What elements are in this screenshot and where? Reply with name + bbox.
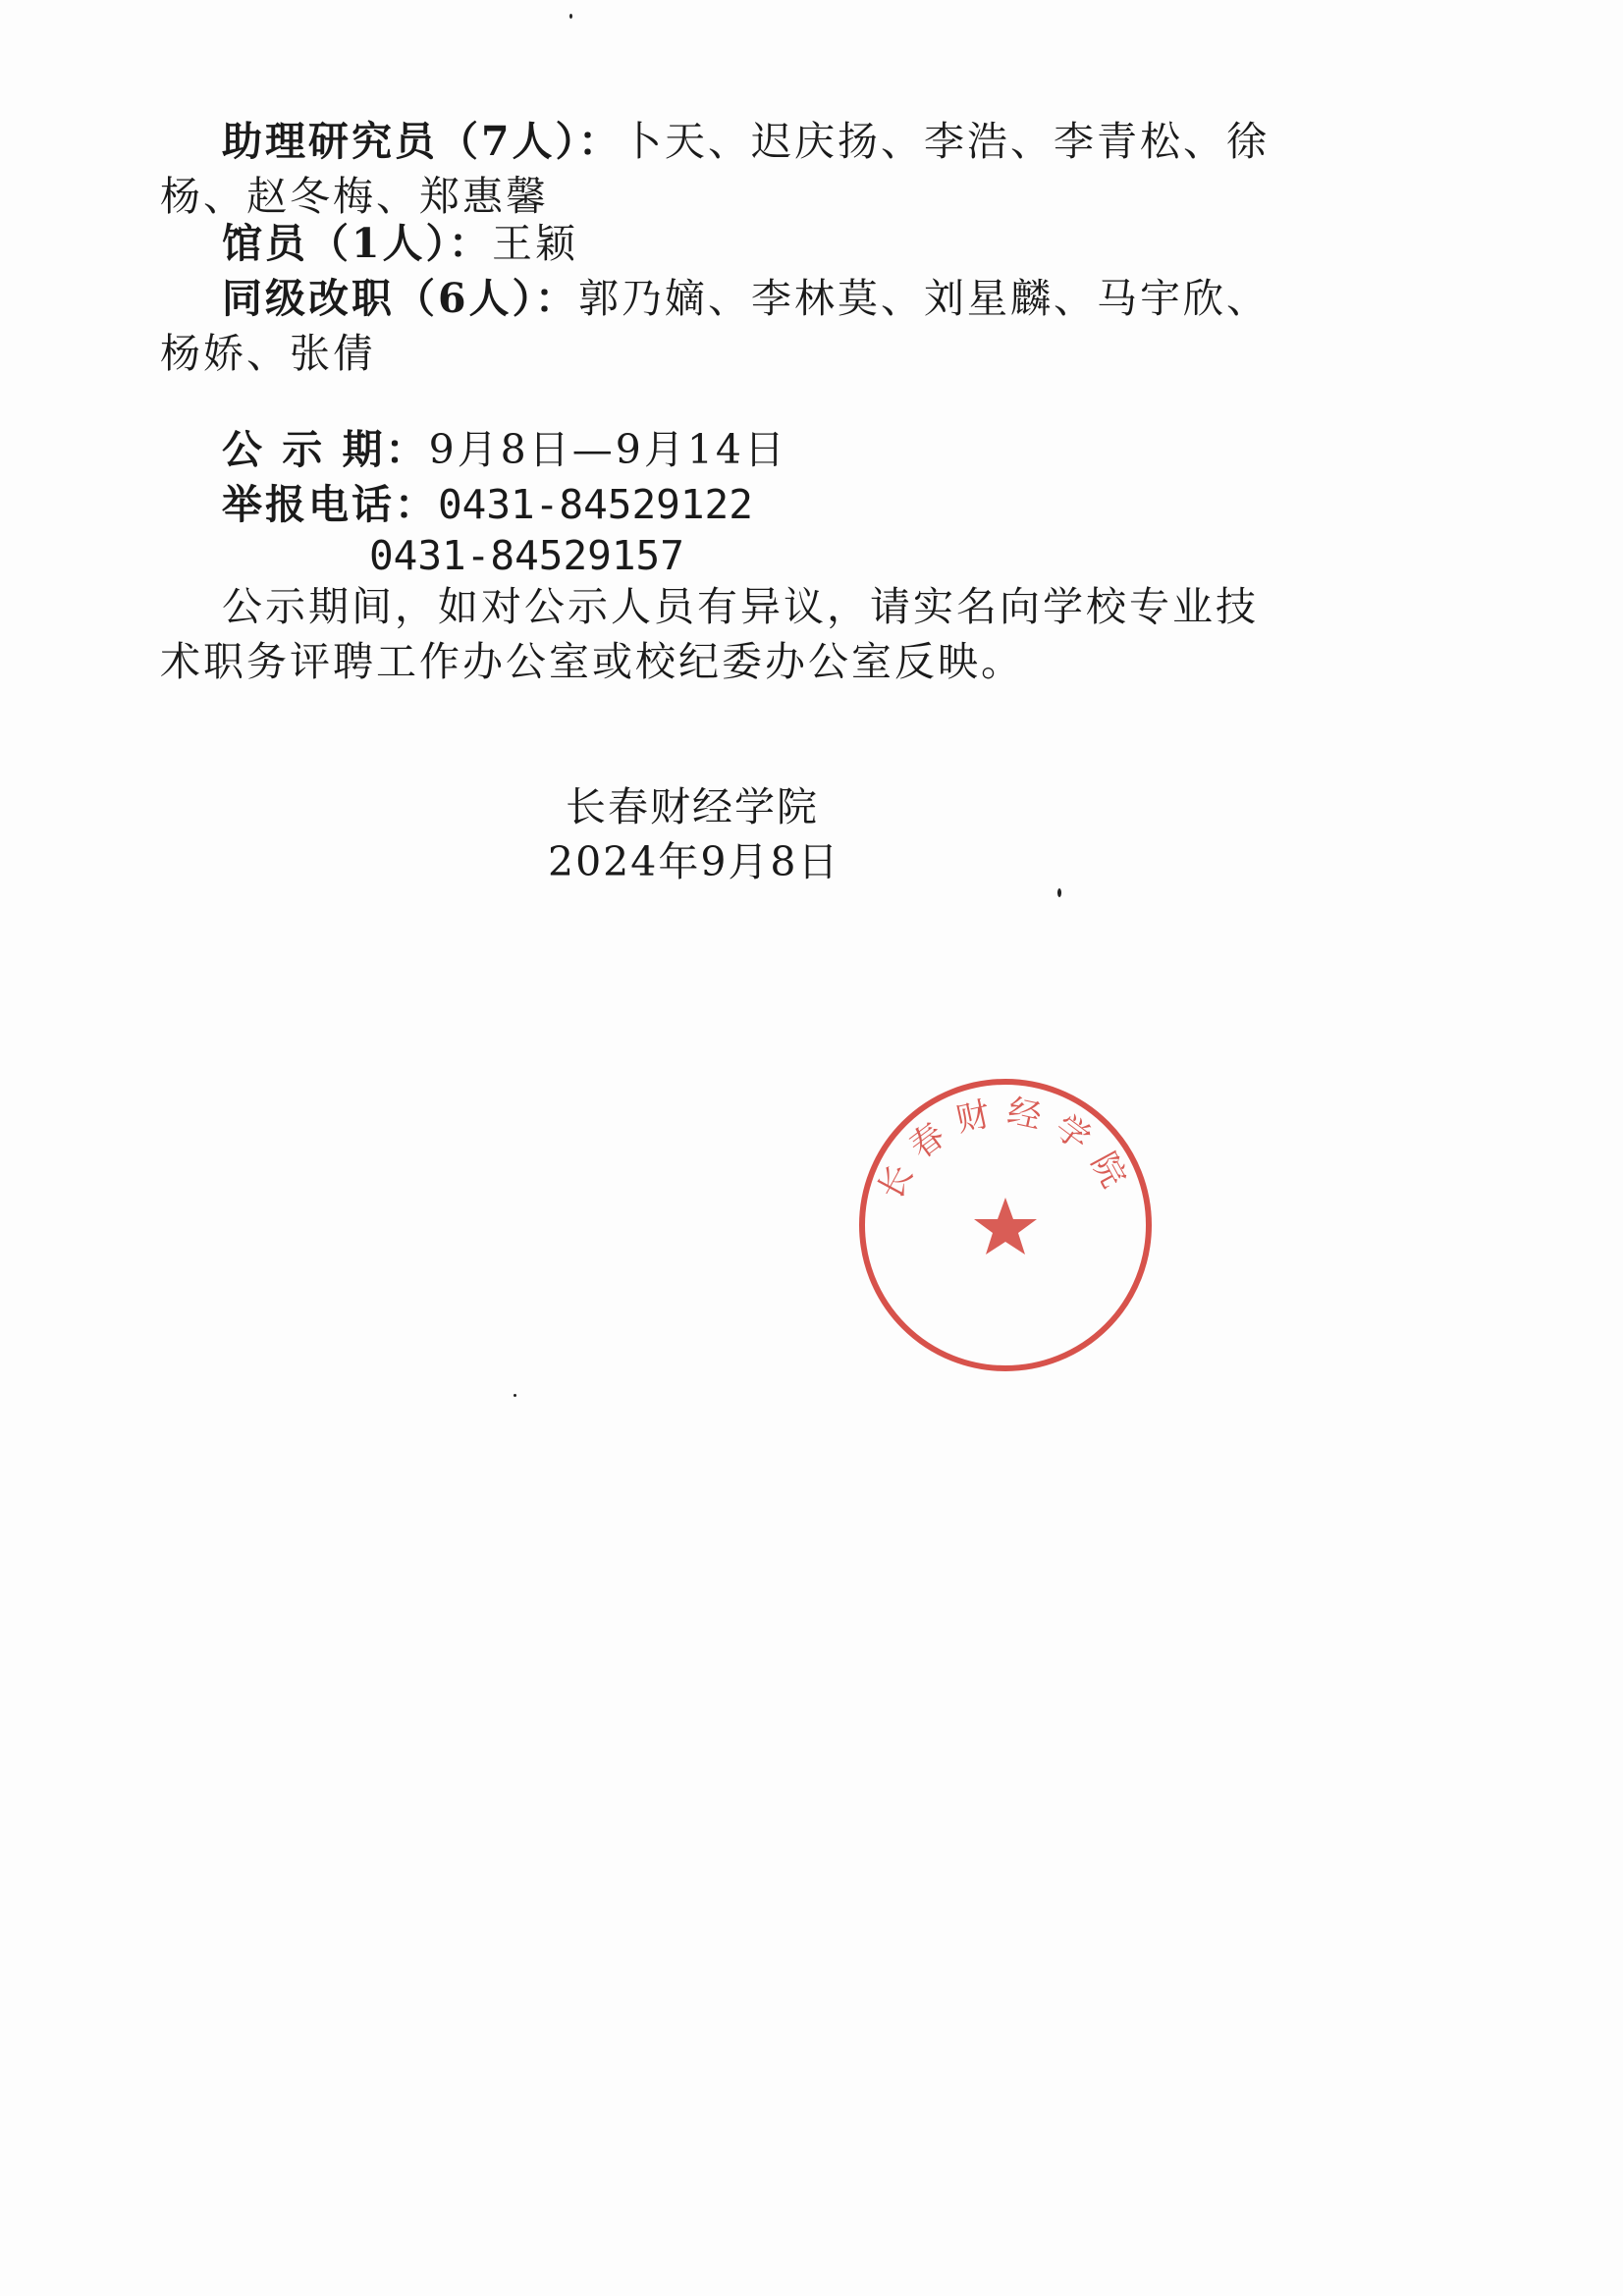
assistant-researcher-label: 助理研究员（7人）： bbox=[222, 118, 622, 165]
librarian-line bbox=[222, 218, 578, 269]
statement-text-1: 公示期间，如对公示人员有异议，请实名向学校专业技 bbox=[222, 583, 1259, 630]
assistant-researcher-line-2 bbox=[160, 171, 549, 222]
period-value: 9月8日—9月14日 bbox=[428, 426, 787, 473]
statement-text-2: 术职务评聘工作办公室或校纪委办公室反映。 bbox=[160, 638, 1024, 685]
same-level-transfer-names-2: 杨娇、张倩 bbox=[160, 330, 376, 377]
assistant-researcher-names-2: 杨、赵冬梅、郑惠馨 bbox=[160, 173, 549, 220]
signature-date: 2024年9月8日 bbox=[548, 838, 840, 885]
official-seal-icon bbox=[852, 1072, 1159, 1378]
phone-label: 举报电话： bbox=[222, 481, 438, 528]
svg-text:长春财经学院 bbox=[871, 1092, 1140, 1206]
assistant-researcher-line bbox=[222, 116, 1270, 167]
same-level-transfer-line-2 bbox=[160, 328, 376, 379]
seal-text: 长春财经学院 bbox=[870, 1092, 1141, 1206]
phone-number-2: 0431-84529157 bbox=[369, 532, 684, 579]
scan-speck bbox=[569, 14, 572, 19]
same-level-transfer-names-1: 郭乃嫡、李林莫、刘星麟、马宇欣、 bbox=[578, 275, 1271, 322]
period-line bbox=[222, 424, 787, 475]
librarian-label: 馆员（1人）： bbox=[222, 220, 493, 267]
same-level-transfer-line bbox=[222, 273, 1270, 324]
phone-number-1: 0431-84529122 bbox=[438, 481, 753, 528]
phone-line-2 bbox=[369, 530, 684, 581]
signature-organization: 长春财经学院 bbox=[566, 783, 819, 830]
assistant-researcher-names-1: 卜天、迟庆扬、李浩、李青松、徐 bbox=[622, 118, 1271, 165]
phone-line bbox=[222, 479, 753, 530]
statement-line-1 bbox=[222, 581, 1259, 632]
statement-line-2 bbox=[160, 636, 1024, 687]
scan-speck bbox=[1057, 888, 1061, 897]
scan-speck bbox=[514, 1394, 516, 1397]
same-level-transfer-label: 同级改职（6人）： bbox=[222, 275, 579, 322]
period-label: 公 示 期： bbox=[222, 426, 429, 473]
librarian-names: 王颖 bbox=[492, 220, 579, 267]
